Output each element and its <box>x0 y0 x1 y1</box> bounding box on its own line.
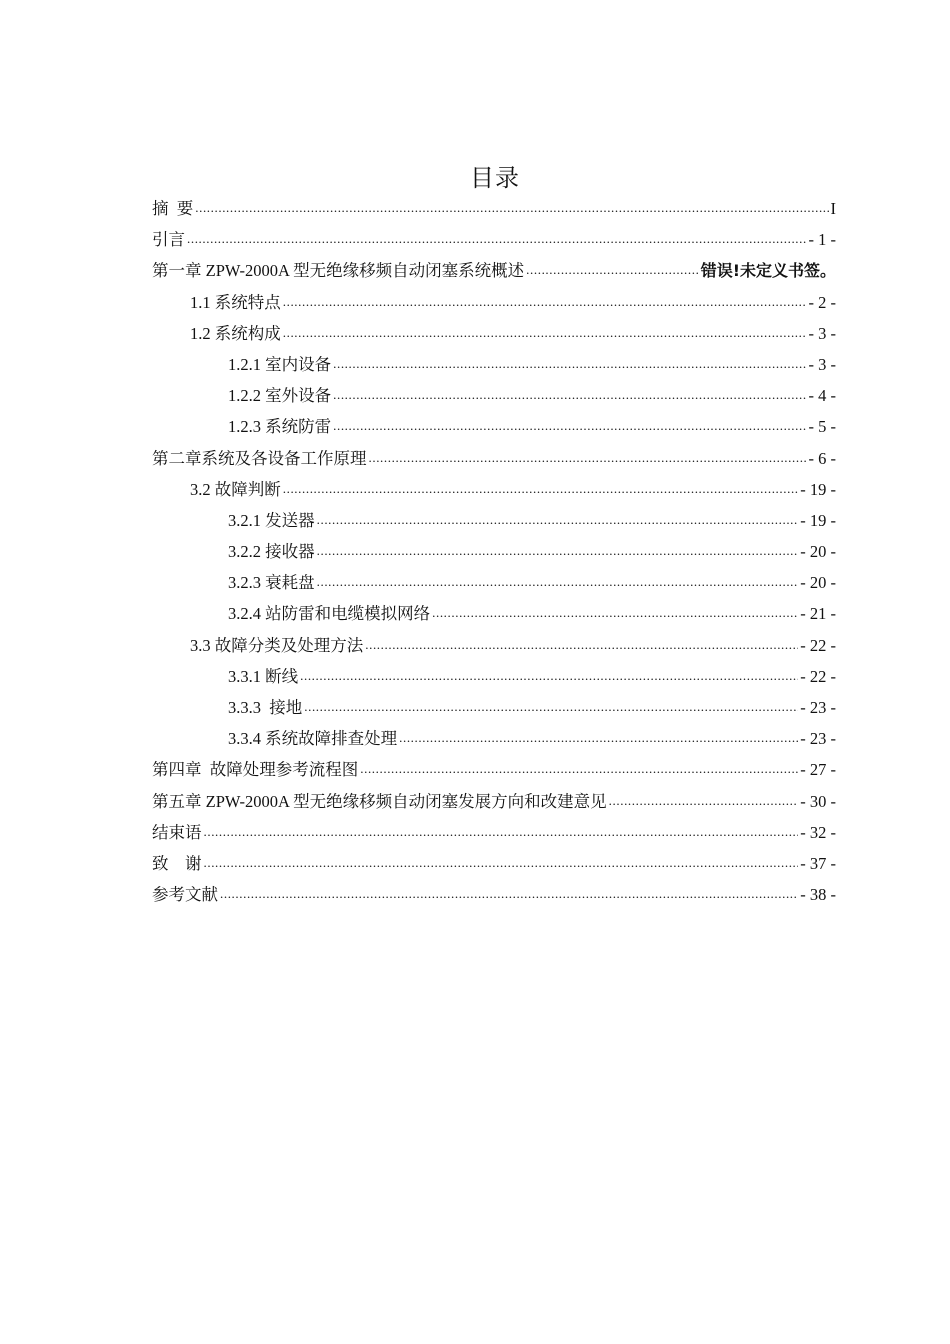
toc-dot-leader <box>304 690 798 722</box>
toc-entry-label: 3.3.3 接地 <box>228 698 303 717</box>
toc-entry[interactable] <box>152 754 836 785</box>
toc-dot-leader <box>369 441 807 473</box>
toc-entry-label: 3.2 故障判断 <box>190 479 281 499</box>
toc-entry-label: 1.2.2 室外设备 <box>228 386 332 406</box>
toc-entry[interactable] <box>152 817 836 848</box>
toc-entry-page-number: - 21 - <box>800 604 836 624</box>
toc-dot-leader <box>365 628 798 660</box>
toc-entry-page-number: - 27 - <box>800 760 836 780</box>
toc-entry-page-number: 错误!未定义书签。 <box>700 261 836 281</box>
toc-entry-label: 3.2.2 接收器 <box>228 542 315 562</box>
toc-entry-page-number: - 38 - <box>800 885 836 905</box>
toc-entry[interactable] <box>152 567 836 598</box>
toc-entry-label: 参考文献 <box>152 885 218 905</box>
toc-dot-leader <box>526 253 699 285</box>
toc-title: 目录 <box>470 166 520 192</box>
toc-entry[interactable] <box>152 255 836 286</box>
toc-entry[interactable] <box>152 692 836 723</box>
toc-entry-label: 1.2 系统构成 <box>190 323 281 343</box>
toc-entry-label: 第四章 故障处理参考流程图 <box>152 760 359 780</box>
toc-entry[interactable] <box>152 723 836 754</box>
toc-entry-page-number: - 6 - <box>808 448 836 468</box>
toc-dot-leader <box>187 222 807 254</box>
toc-entry-label: 第一章 ZPW-2000A 型无绝缘移频自动闭塞系统概述 <box>152 261 525 281</box>
toc-entry-page-number: - 23 - <box>800 729 836 749</box>
toc-entry-page-number: - 3 - <box>808 323 836 343</box>
toc-dot-leader <box>317 565 799 597</box>
toc-entry-label: 3.2.1 发送器 <box>228 510 315 530</box>
toc-entry-page-number: - 2 - <box>808 292 836 312</box>
toc-entry-page-number: - 20 - <box>800 542 836 562</box>
toc-entry[interactable] <box>152 287 836 318</box>
toc-entry-page-number: - 22 - <box>800 666 836 686</box>
toc-entry-label: 引言 <box>152 230 185 250</box>
toc-dot-leader <box>300 659 798 691</box>
toc-entry-page-number: - 22 - <box>800 635 836 655</box>
toc-dot-leader <box>283 472 799 504</box>
toc-entry-label: 3.3 故障分类及处理方法 <box>190 635 364 655</box>
toc-entry[interactable] <box>152 224 836 255</box>
toc-entry-page-number: - 23 - <box>800 698 836 717</box>
toc-entry[interactable] <box>152 474 836 505</box>
toc-entry-page-number: - 37 - <box>800 853 836 873</box>
toc-dot-leader <box>333 378 806 410</box>
toc-entry-label: 1.1 系统特点 <box>190 292 281 312</box>
toc-entry-page-number: I <box>830 199 836 218</box>
toc-entry[interactable] <box>152 443 836 474</box>
toc-entry[interactable] <box>152 848 836 879</box>
toc-entry-page-number: - 20 - <box>800 573 836 593</box>
toc-entry-label: 3.2.4 站防雷和电缆模拟网络 <box>228 604 431 624</box>
toc-entry-page-number: - 30 - <box>800 791 836 811</box>
toc-entry[interactable] <box>152 505 836 536</box>
toc-dot-leader <box>283 316 807 348</box>
toc-entry-page-number: - 19 - <box>800 479 836 499</box>
toc-entry[interactable] <box>152 786 836 817</box>
toc-entry-label: 第五章 ZPW-2000A 型无绝缘移频自动闭塞发展方向和改建意见 <box>152 791 607 811</box>
toc-dot-leader <box>609 784 799 816</box>
toc-dot-leader <box>283 285 807 317</box>
toc-entry-page-number: - 32 - <box>800 822 836 842</box>
toc-dot-leader <box>204 815 799 847</box>
toc-entry-label: 第二章系统及各设备工作原理 <box>152 448 367 468</box>
toc-entry-label: 摘 要 <box>152 199 194 218</box>
toc-dot-leader <box>333 409 806 441</box>
toc-entry-label: 结束语 <box>152 822 202 842</box>
toc-entry-page-number: - 4 - <box>808 386 836 406</box>
toc-dot-leader <box>195 191 828 223</box>
toc-entry[interactable] <box>152 349 836 380</box>
toc-entry-label: 3.2.3 衰耗盘 <box>228 573 315 593</box>
toc-dot-leader <box>317 503 799 535</box>
toc-entry-label: 致 谢 <box>152 853 202 873</box>
toc-entry-page-number: - 1 - <box>808 230 836 250</box>
toc-entry-label: 1.2.3 系统防雷 <box>228 417 332 437</box>
toc-entry-page-number: - 19 - <box>800 510 836 530</box>
toc-entry[interactable] <box>152 661 836 692</box>
toc-entry-label: 3.3.4 系统故障排查处理 <box>228 729 398 749</box>
toc-list <box>152 193 836 910</box>
toc-entry[interactable] <box>152 380 836 411</box>
toc-dot-leader <box>333 347 806 379</box>
toc-entry-label: 3.3.1 断线 <box>228 666 299 686</box>
toc-entry-page-number: - 3 - <box>808 354 836 374</box>
toc-dot-leader <box>317 534 799 566</box>
toc-entry[interactable] <box>152 630 836 661</box>
toc-dot-leader <box>399 721 798 753</box>
toc-entry-page-number: - 5 - <box>808 417 836 437</box>
toc-entry-label: 1.2.1 室内设备 <box>228 354 332 374</box>
toc-dot-leader <box>360 752 798 784</box>
toc-dot-leader <box>204 846 799 878</box>
toc-dot-leader <box>432 596 798 628</box>
toc-dot-leader <box>220 877 798 909</box>
toc-entry[interactable] <box>152 411 836 442</box>
toc-entry[interactable] <box>152 193 836 224</box>
toc-entry[interactable] <box>152 318 836 349</box>
toc-entry[interactable] <box>152 879 836 910</box>
toc-entry[interactable] <box>152 536 836 567</box>
toc-entry[interactable] <box>152 598 836 629</box>
